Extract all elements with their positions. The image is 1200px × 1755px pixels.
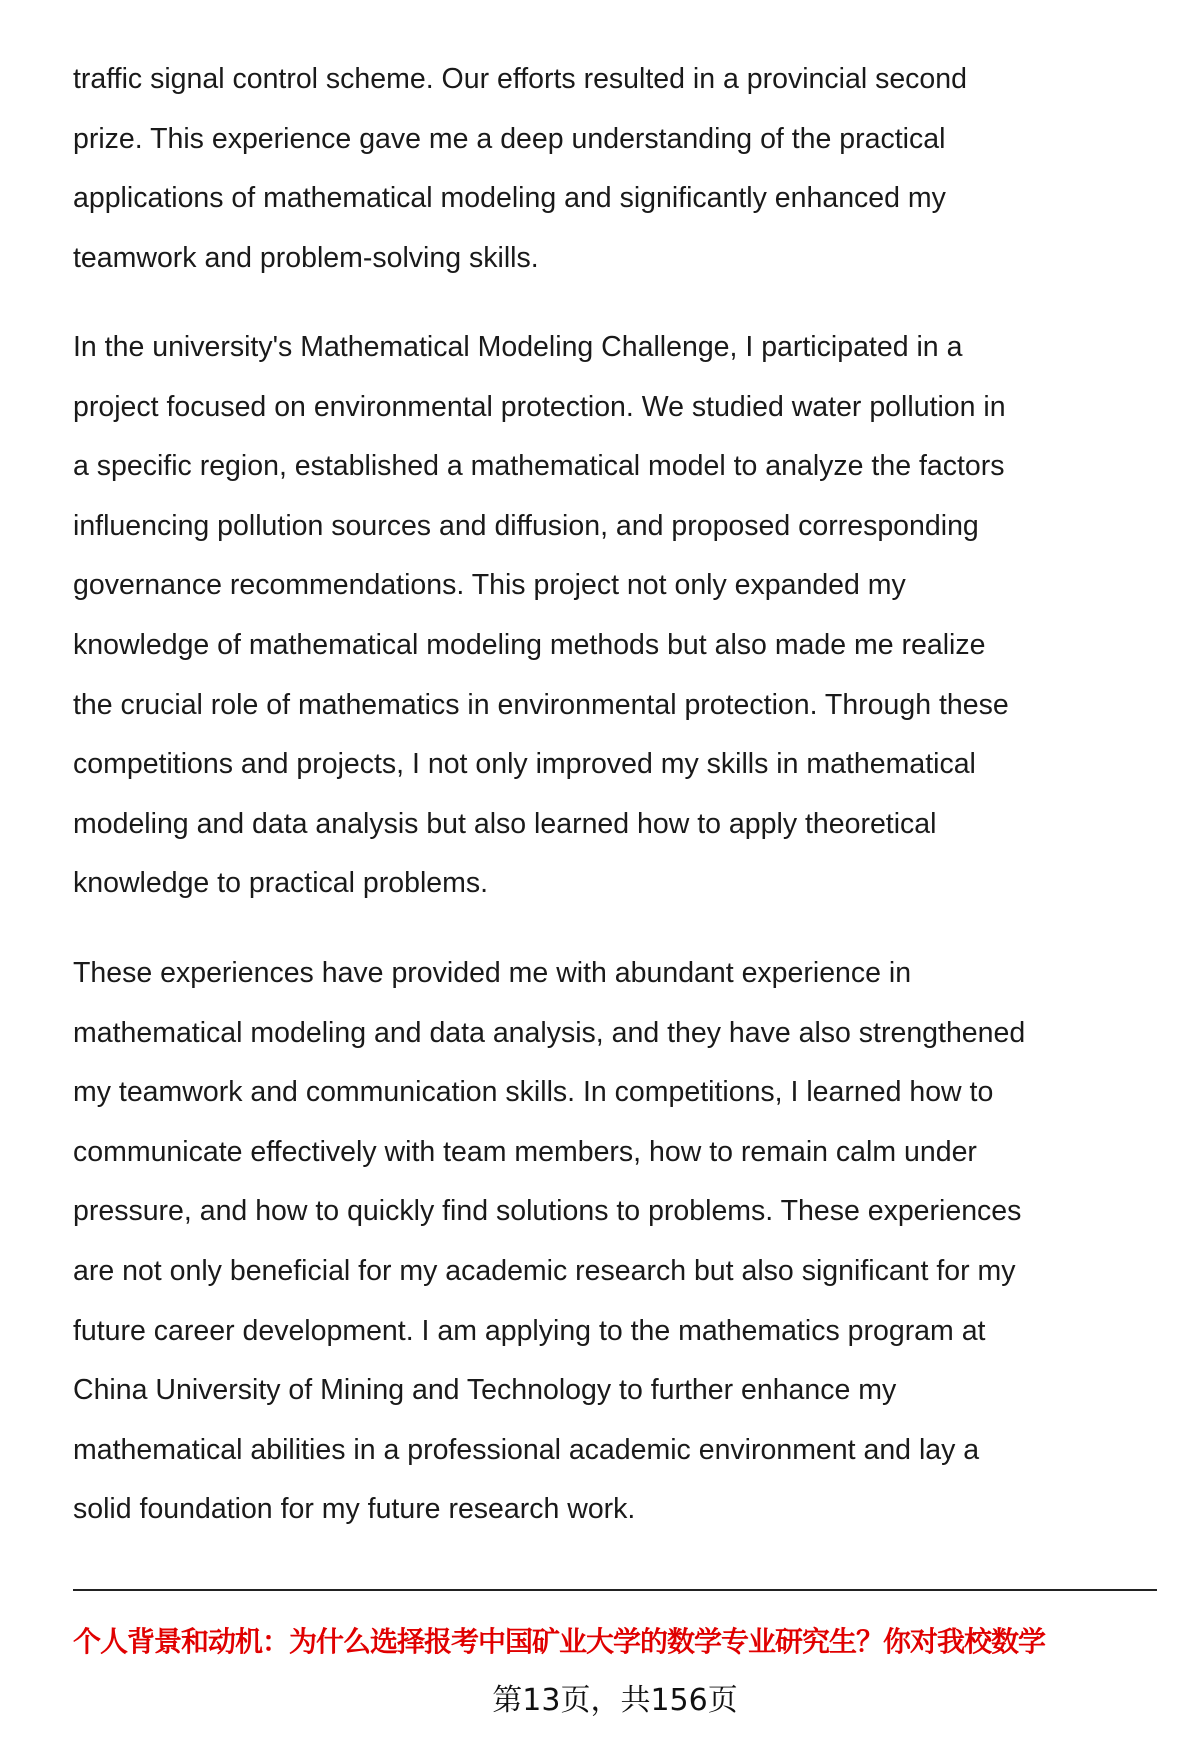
text-line: influencing pollution sources and diffusion, and proposed corresponding <box>73 509 979 542</box>
text-line: applications of mathematical modeling and significantly enhanced my <box>73 182 946 215</box>
next-question-heading: 个人背景和动机：为什么选择报考中国矿业大学的数学专业研究生？你对我校数学 <box>73 1625 1046 1658</box>
text-line: In the university's Mathematical Modeling Challenge, I participated in a <box>73 331 963 363</box>
text-line: my teamwork and communication skills. In competitions, I learned how to <box>73 1076 994 1109</box>
text-line: traffic signal control scheme. Our efforts resulted in a provincial second <box>73 63 967 95</box>
text-line: prize. This experience gave me a deep understanding of the practical <box>73 122 946 155</box>
text-line: the crucial role of mathematics in environmental protection. Through these <box>73 688 1009 721</box>
text-line: a specific region, established a mathematical model to analyze the factors <box>73 450 1005 483</box>
paragraph-3 <box>73 944 1173 1540</box>
text-line: These experiences have provided me with abundant experience in <box>73 957 912 989</box>
text-line: mathematical modeling and data analysis, and they have also strengthened <box>73 1016 1026 1049</box>
text-line: teamwork and problem-solving skills. <box>73 241 539 274</box>
paragraph-1 <box>73 50 1173 288</box>
text-line: project focused on environmental protection. We studied water pollution in <box>73 390 1006 423</box>
text-line: solid foundation for my future research work. <box>73 1493 636 1526</box>
text-line: communicate effectively with team members, how to remain calm under <box>73 1135 977 1168</box>
text-line: competitions and projects, I not only improved my skills in mathematical <box>73 748 976 781</box>
text-line: mathematical abilities in a professional academic environment and lay a <box>73 1433 980 1466</box>
text-line: knowledge of mathematical modeling methods but also made me realize <box>73 628 986 661</box>
text-line: China University of Mining and Technology to further enhance my <box>73 1374 897 1407</box>
text-line: are not only beneficial for my academic research but also significant for my <box>73 1254 1016 1287</box>
text-line: modeling and data analysis but also learned how to apply theoretical <box>73 807 937 840</box>
footer-divider <box>73 1589 1157 1591</box>
page-indicator: 第13页，共156页 <box>492 1683 738 1718</box>
text-line: pressure, and how to quickly find solutions to problems. These experiences <box>73 1195 1022 1228</box>
text-line: future career development. I am applying to the mathematics program at <box>73 1314 986 1347</box>
paragraph-2 <box>73 318 1173 914</box>
text-line: knowledge to practical problems. <box>73 867 489 900</box>
text-line: governance recommendations. This project not only expanded my <box>73 569 906 602</box>
